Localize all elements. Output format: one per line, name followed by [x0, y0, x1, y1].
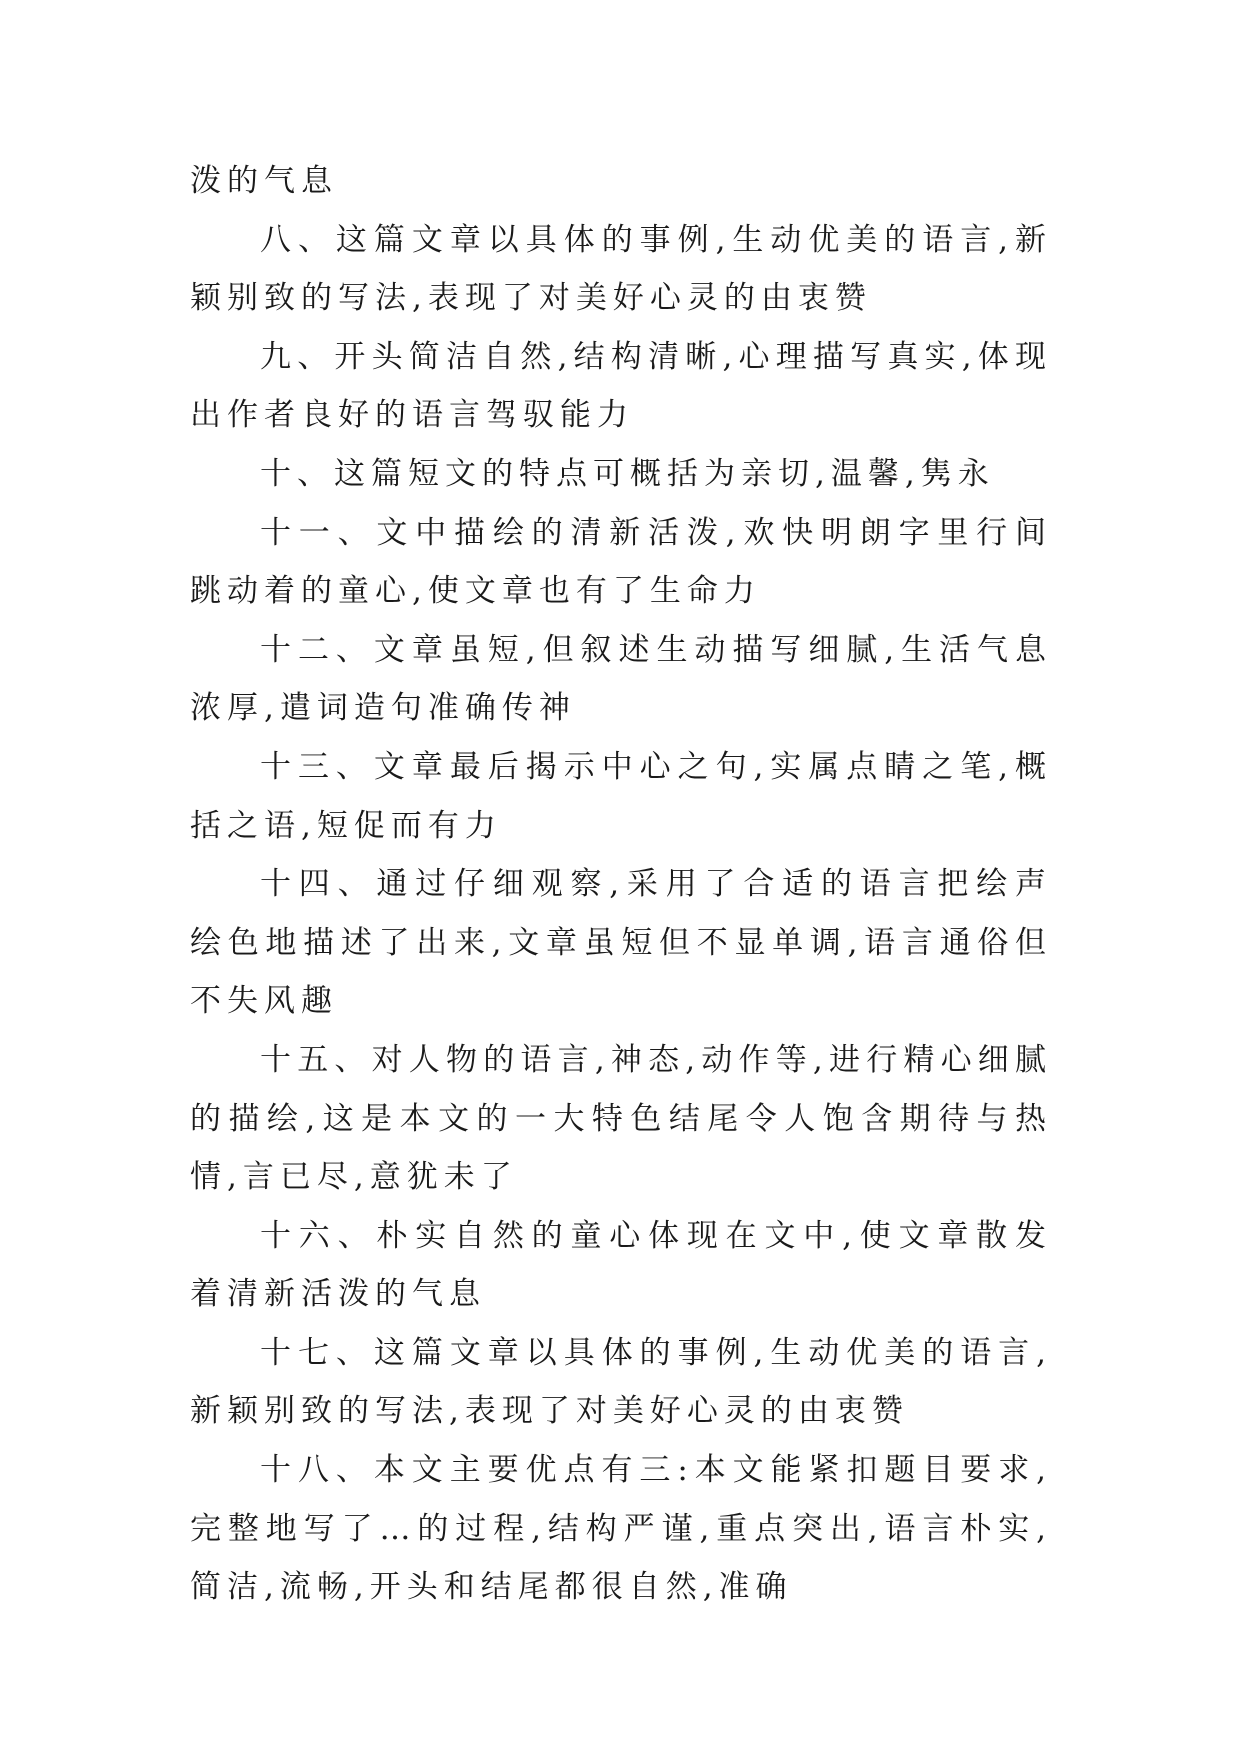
paragraph-2: 九、开头简洁自然,结构清晰,心理描写真实,体现出作者良好的语言驾驭能力: [190, 338, 1052, 434]
paragraph-7: 十四、通过仔细观察,采用了合适的语言把绘声绘色地描述了出来,文章虽短但不显单调,语言通俗但不失风趣: [190, 866, 1052, 1020]
paragraph-10: 十七、这篇文章以具体的事例,生动优美的语言,新颖别致的写法,表现了对美好心灵的由衷赞: [190, 1334, 1052, 1430]
paragraph-11: 十八、本文主要优点有三:本文能紧扣题目要求,完整地写了…的过程,结构严谨,重点突出,语言朴实,简洁,流畅,开头和结尾都很自然,准确: [190, 1452, 1052, 1606]
paragraph-8: 十五、对人物的语言,神态,动作等,进行精心细腻的描绘,这是本文的一大特色结尾令人饱含期待与热情,言已尽,意犹未了: [190, 1041, 1052, 1196]
document-body: [190, 152, 1052, 1617]
paragraph-0: 泼的气息: [190, 163, 338, 199]
paragraph-5: 十二、文章虽短,但叙述生动描写细腻,生活气息浓厚,遣词造句准确传神: [190, 631, 1052, 727]
paragraph-1: 八、这篇文章以具体的事例,生动优美的语言,新颖别致的写法,表现了对美好心灵的由衷赞: [190, 221, 1052, 317]
paragraph-4: 十一、文中描绘的清新活泼,欢快明朗字里行间跳动着的童心,使文章也有了生命力: [190, 514, 1052, 610]
paragraph-9: 十六、朴实自然的童心体现在文中,使文章散发着清新活泼的气息: [190, 1217, 1052, 1313]
paragraph-6: 十三、文章最后揭示中心之句,实属点睛之笔,概括之语,短促而有力: [190, 748, 1052, 844]
paragraph-3: 十、这篇短文的特点可概括为亲切,温馨,隽永: [260, 455, 995, 492]
